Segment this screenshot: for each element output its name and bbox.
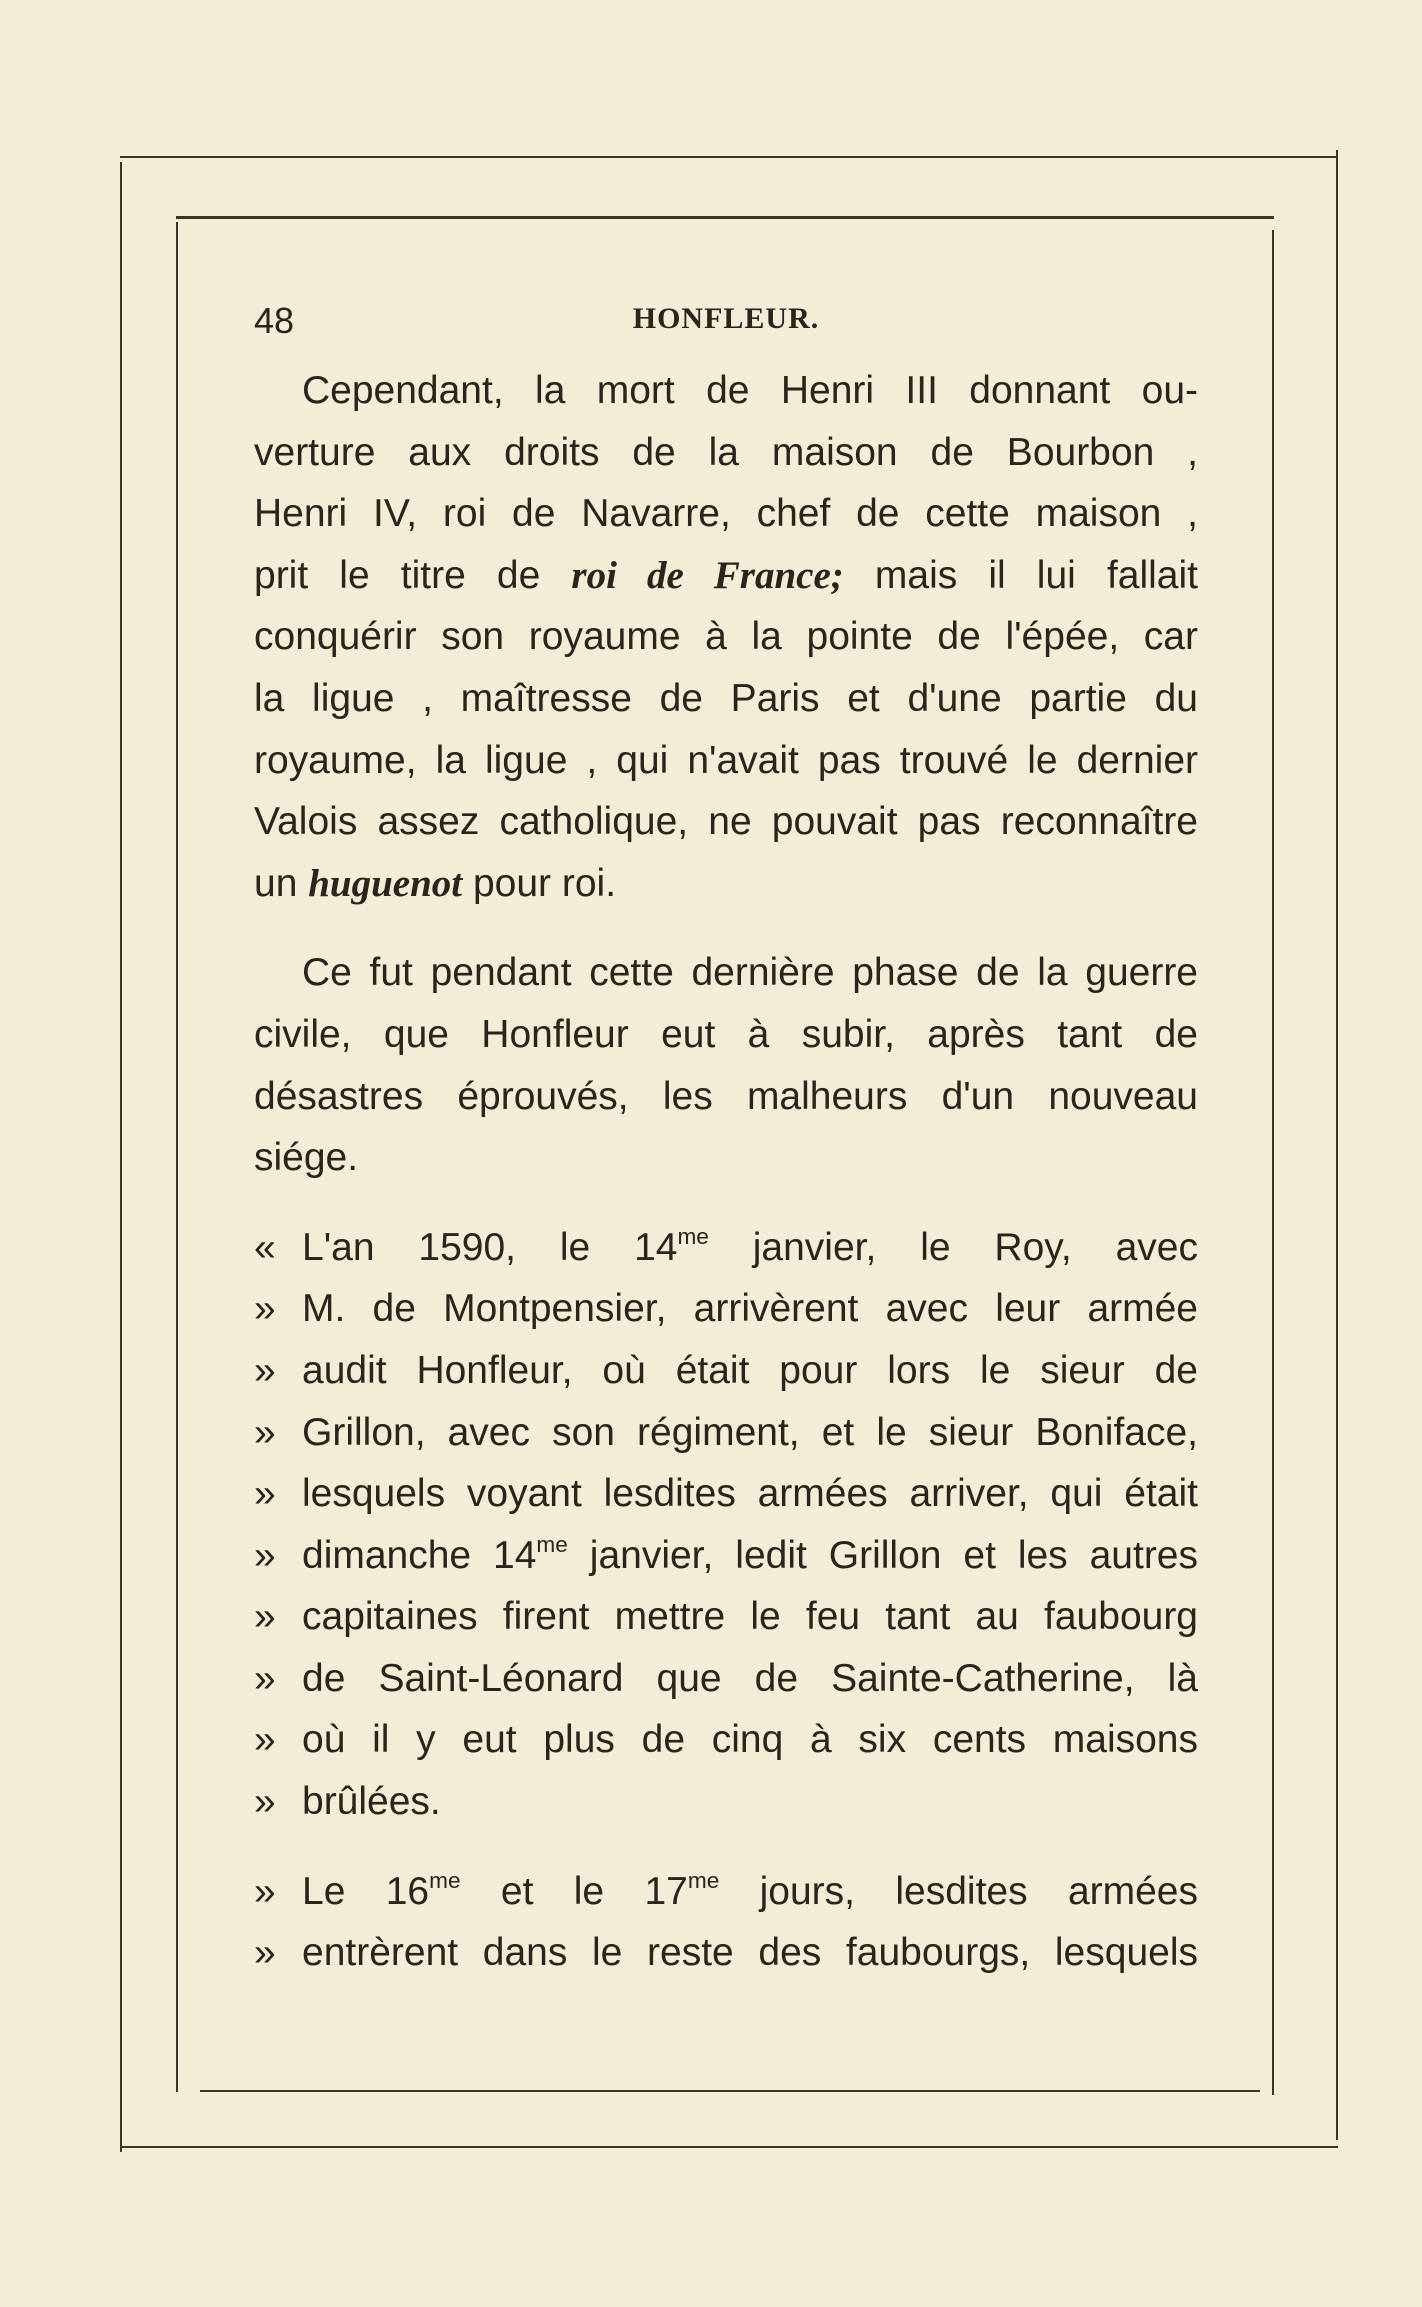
frame-top-inner	[176, 216, 1274, 219]
text-line: Valois assez catholique, ne pouvait pas reconnaître	[254, 800, 1198, 844]
page-content	[254, 280, 1198, 1984]
text-line	[254, 1278, 1198, 1340]
text-line: siége.	[254, 1136, 359, 1180]
superscript: me	[677, 1223, 709, 1249]
text-line: la ligue , maîtresse de Paris et d'une partie du	[254, 676, 1198, 720]
text-line: civile, que Honfleur eut à subir, après tant de	[254, 1012, 1198, 1056]
closing-guillemet: »	[254, 1533, 276, 1577]
opening-guillemet: «	[254, 1225, 276, 1269]
running-head	[254, 280, 1198, 360]
closing-guillemet: »	[254, 1348, 276, 1392]
superscript: me	[687, 1867, 720, 1893]
frame-right-inner	[1272, 230, 1274, 2095]
italic-phrase: huguenot	[308, 861, 463, 905]
closing-guillemet: »	[254, 1472, 276, 1516]
text-span: L'an 1590, le 14	[302, 1225, 678, 1269]
text-line	[254, 942, 1198, 1004]
text-line	[254, 1586, 1198, 1648]
text-span: dimanche 14	[302, 1533, 537, 1577]
closing-guillemet: »	[254, 1287, 276, 1331]
text-span: de Saint-Léonard que de Sainte-Catherine, là	[302, 1656, 1198, 1700]
text-span: janvier, le Roy, avec	[752, 1225, 1198, 1269]
text-line	[254, 1217, 1198, 1279]
text-span: pour roi.	[472, 861, 617, 905]
text-line	[254, 1340, 1198, 1402]
frame-left-outer	[120, 162, 122, 2152]
text-line	[254, 545, 1198, 607]
text-line	[254, 1463, 1198, 1525]
text-span: un	[254, 861, 298, 905]
paragraph-1	[254, 360, 1198, 914]
closing-guillemet: »	[254, 1595, 276, 1639]
text-span: entrèrent dans le reste des faubourgs, lesquels	[302, 1931, 1198, 1975]
text-span: brûlées.	[302, 1780, 441, 1824]
closing-guillemet: »	[254, 1656, 276, 1700]
text-span: et le 17	[500, 1869, 688, 1913]
frame-top-outer	[120, 156, 1338, 158]
frame-left-inner	[176, 222, 178, 2092]
text-line	[254, 853, 1198, 915]
text-line	[254, 1771, 1198, 1833]
paragraph-2	[254, 942, 1198, 1188]
text-span: lesquels voyant lesdites armées arriver, qui était	[302, 1472, 1198, 1516]
text-line: royaume, la ligue , qui n'avait pas trouvé le dernier	[254, 738, 1198, 782]
text-line: verture aux droits de la maison de Bourbon ,	[254, 430, 1198, 474]
text-span: où il y eut plus de cinq à six cents maisons	[302, 1718, 1198, 1762]
text-span: capitaines firent mettre le feu tant au faubourg	[302, 1595, 1198, 1639]
frame-right-outer	[1336, 150, 1338, 2140]
closing-guillemet: »	[254, 1410, 276, 1454]
text-line	[254, 1648, 1198, 1710]
frame-bottom-inner	[200, 2090, 1260, 2092]
text-line	[254, 1922, 1198, 1984]
text-span: Ce fut pendant cette dernière phase de la guerre	[302, 951, 1198, 995]
running-title: HONFLEUR.	[632, 302, 820, 335]
text-line: Henri IV, roi de Navarre, chef de cette maison ,	[254, 492, 1198, 536]
text-line: désastres éprouvés, les malheurs d'un nouveau	[254, 1074, 1198, 1118]
text-line	[254, 1525, 1198, 1587]
text-span: prit le titre de	[254, 553, 541, 597]
text-line	[254, 1861, 1198, 1923]
text-line	[254, 1402, 1198, 1464]
italic-phrase: roi de France;	[571, 553, 844, 597]
text-span: janvier, ledit Grillon et les autres	[589, 1533, 1198, 1577]
text-line	[254, 1709, 1198, 1771]
body-text	[254, 360, 1198, 1984]
superscript: me	[429, 1867, 461, 1893]
text-span: audit Honfleur, où était pour lors le sieur de	[302, 1348, 1198, 1392]
closing-guillemet: »	[254, 1931, 276, 1975]
text-span: Le 16	[302, 1869, 430, 1913]
text-span: mais il lui fallait	[874, 553, 1198, 597]
text-line	[254, 360, 1198, 422]
closing-guillemet: »	[254, 1780, 276, 1824]
page-number: 48	[254, 300, 295, 341]
closing-guillemet: »	[254, 1869, 276, 1913]
paragraph-3-quotation	[254, 1217, 1198, 1833]
text-span: Cependant, la mort de Henri III donnant ou-	[302, 369, 1198, 412]
text-span: Grillon, avec son régiment, et le sieur Boniface,	[302, 1410, 1198, 1454]
superscript: me	[536, 1531, 568, 1557]
closing-guillemet: »	[254, 1718, 276, 1762]
frame-bottom-outer	[120, 2146, 1338, 2148]
text-span: jours, lesdites armées	[759, 1869, 1198, 1913]
text-span: M. de Montpensier, arrivèrent avec leur armée	[302, 1287, 1198, 1331]
text-line: conquérir son royaume à la pointe de l'épée, car	[254, 615, 1198, 659]
paragraph-4-quotation	[254, 1861, 1198, 1984]
